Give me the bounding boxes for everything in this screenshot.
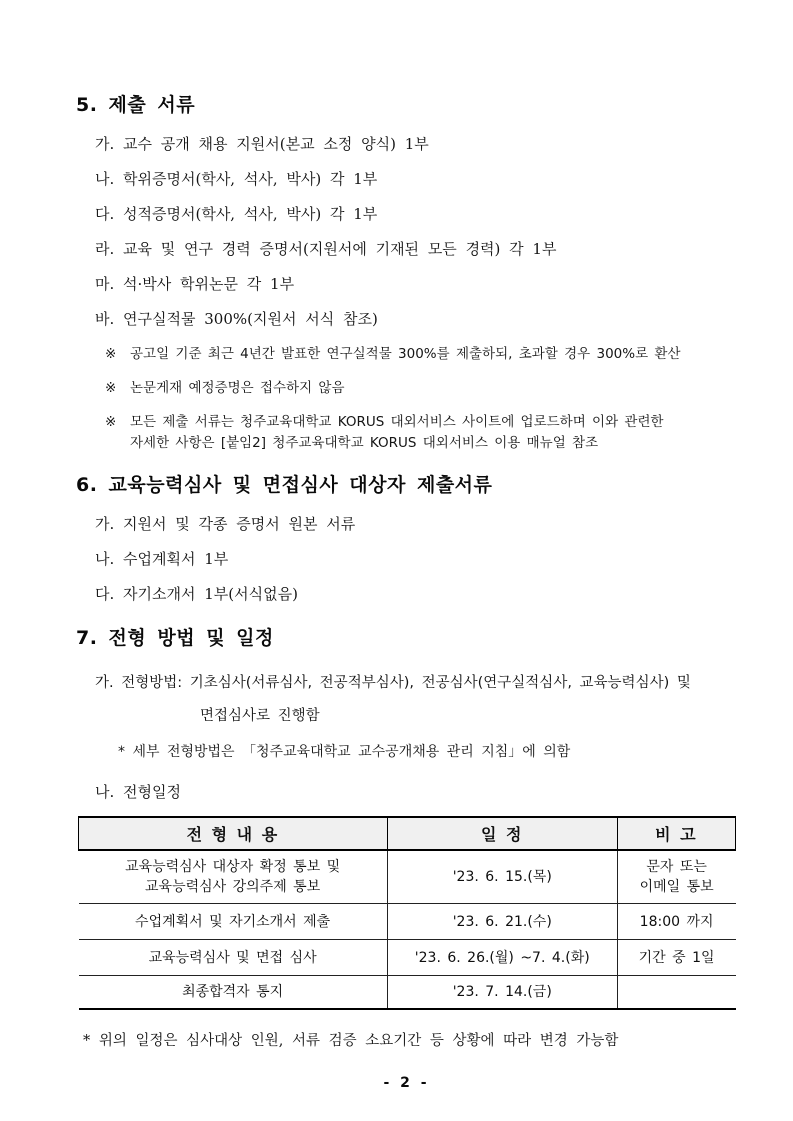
note-marker: ※ [105,414,117,430]
table-row [79,850,736,904]
header-remark: 비 고 [617,817,735,850]
cell-date: '23. 7. 14.(금) [387,976,617,1010]
list-item: 가. 교수 공개 채용 지원서(본교 소정 양식) 1부 [95,135,429,153]
method-line: 가. 전형방법: 기초심사(서류심사, 전공적부심사), 전공심사(연구실적심사, 교육능력심사) 및 [95,675,691,691]
table-row [79,940,736,976]
note-marker: ※ [105,346,117,362]
list-item: 다. 성적증명서(학사, 석사, 박사) 각 1부 [95,205,378,223]
table-header-row [79,817,736,850]
cell-line: 문자 또는 [646,859,707,875]
selection-method [95,667,737,733]
note [105,378,737,399]
note-text: 논문게재 예정증명은 접수하지 않음 [130,380,345,396]
list-item: 가. 지원서 및 각종 증명서 원본 서류 [95,515,356,533]
note-line: 자세한 사항은 [붙임2] 청주교육대학교 KORUS 대외서비스 이용 매뉴얼 참조 [130,435,599,451]
list-item: 바. 연구실적물 300%(지원서 서식 참조) [95,310,378,328]
note-marker: ※ [105,380,117,396]
note-text [130,412,737,454]
schedule-table [78,816,736,1010]
header-date: 일 정 [387,817,617,850]
cell-remark [617,850,735,904]
cell-content: 교육능력심사 및 면접 심사 [79,940,388,976]
table-row [79,904,736,940]
section-method-schedule [76,627,737,1051]
note-line: 모든 제출 서류는 청주교육대학교 KORUS 대외서비스 사이트에 업로드하며 이와 관련한 [130,414,664,430]
table-row [79,976,736,1010]
section-6-title: 6. 교육능력심사 및 면접심사 대상자 제출서류 [76,474,493,496]
section-5-title: 5. 제출 서류 [76,94,196,116]
cell-remark: 18:00 까지 [617,904,735,940]
list-item: 다. 자기소개서 1부(서식없음) [95,585,298,603]
note [105,412,737,454]
schedule-footnote: * 위의 일정은 심사대상 인원, 서류 검증 소요기간 등 상황에 따라 변경 가능함 [83,1033,619,1049]
cell-date: '23. 6. 21.(수) [387,904,617,940]
cell-line: 교육능력심사 대상자 확정 통보 및 [125,859,341,875]
cell-content: 최종합격자 통지 [79,976,388,1010]
cell-content [79,850,388,904]
cell-content: 수업계획서 및 자기소개서 제출 [79,904,388,940]
schedule-label: 나. 전형일정 [95,783,181,801]
note-text: 공고일 기준 최근 4년간 발표한 연구실적물 300%를 제출하되, 초과할 경우 300%로 환산 [130,346,681,362]
page-number: - 2 - [383,1075,430,1091]
section-interview-documents [76,474,737,605]
cell-line: 교육능력심사 강의주제 통보 [145,879,321,895]
section-7-title: 7. 전형 방법 및 일정 [76,627,274,649]
header-content: 전 형 내 용 [79,817,388,850]
cell-line: 이메일 통보 [639,879,714,895]
section-submission-documents [76,94,737,454]
list-item: 라. 교육 및 연구 경력 증명서(지원서에 기재된 모든 경력) 각 1부 [95,240,557,258]
list-item: 나. 학위증명서(학사, 석사, 박사) 각 1부 [95,170,378,188]
list-item: 마. 석·박사 학위논문 각 1부 [95,275,295,293]
cell-remark [617,976,735,1010]
cell-remark: 기간 중 1일 [617,940,735,976]
cell-date: '23. 6. 26.(월) ~7. 4.(화) [387,940,617,976]
note [105,344,737,365]
method-footnote: * 세부 전형방법은 「청주교육대학교 교수공개채용 관리 지침」에 의함 [118,744,571,760]
method-line: 면접심사로 진행함 [200,708,320,724]
list-item: 나. 수업계획서 1부 [95,550,229,568]
cell-date: '23. 6. 15.(목) [387,850,617,904]
